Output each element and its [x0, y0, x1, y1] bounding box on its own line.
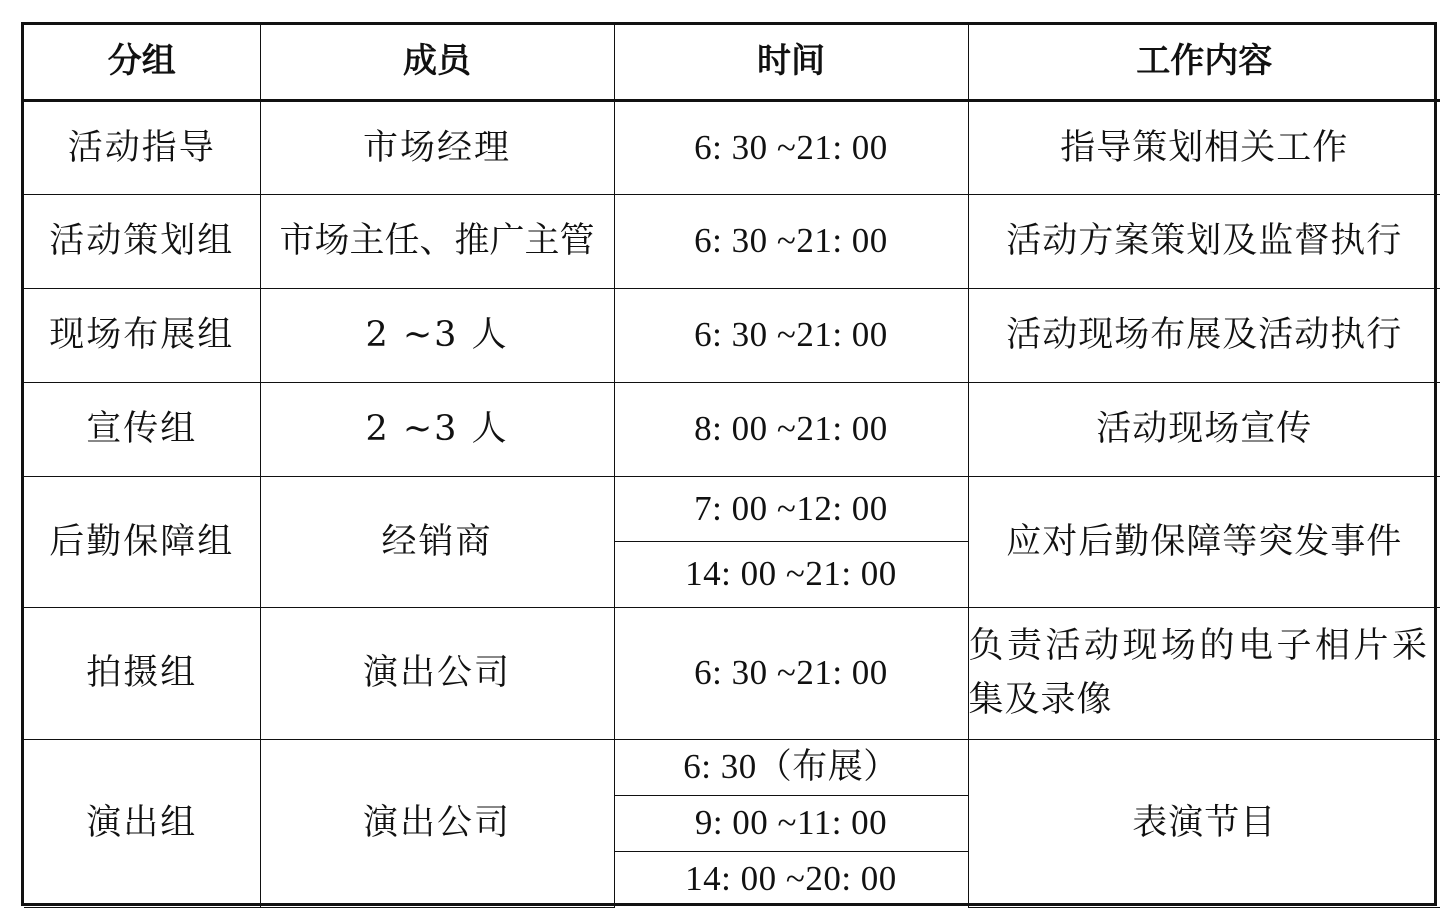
time-cell: 6: 30 ~21: 00: [614, 607, 968, 739]
members-cell: 市场经理: [260, 100, 614, 194]
members-cell: 2 ~3 人: [260, 288, 614, 382]
schedule-table-frame: [21, 22, 1437, 906]
tasks-cell: 应对后勤保障等突发事件: [968, 476, 1440, 607]
group-cell: 演出组: [24, 739, 260, 907]
table-row: [24, 100, 1440, 194]
time-cell: 14: 00 ~20: 00: [614, 851, 968, 907]
time-cell: 6: 30（布展）: [614, 739, 968, 795]
group-cell: 拍摄组: [24, 607, 260, 739]
group-cell: 活动策划组: [24, 194, 260, 288]
members-cell: 演出公司: [260, 739, 614, 907]
time-cell: 7: 00 ~12: 00: [614, 476, 968, 541]
members-cell: 2 ~3 人: [260, 382, 614, 476]
table-row: [24, 194, 1440, 288]
group-cell: 后勤保障组: [24, 476, 260, 607]
time-cell: 8: 00 ~21: 00: [614, 382, 968, 476]
group-cell: 活动指导: [24, 100, 260, 194]
table-row: [24, 476, 1440, 541]
tasks-cell: 指导策划相关工作: [968, 100, 1440, 194]
tasks-cell: 表演节目: [968, 739, 1440, 907]
group-cell: 现场布展组: [24, 288, 260, 382]
tasks-cell: 活动现场宣传: [968, 382, 1440, 476]
header-row: [24, 25, 1440, 100]
time-cell: 14: 00 ~21: 00: [614, 541, 968, 607]
tasks-cell: 活动现场布展及活动执行: [968, 288, 1440, 382]
table-row: [24, 382, 1440, 476]
tasks-cell: 活动方案策划及监督执行: [968, 194, 1440, 288]
header-tasks: 工作内容: [968, 25, 1440, 100]
tasks-cell: 负责活动现场的电子相片采集及录像: [968, 607, 1440, 739]
table-row: [24, 288, 1440, 382]
time-cell: 9: 00 ~11: 00: [614, 795, 968, 851]
members-cell: 市场主任、推广主管: [260, 194, 614, 288]
time-cell: 6: 30 ~21: 00: [614, 288, 968, 382]
members-cell: 演出公司: [260, 607, 614, 739]
table-row: [24, 739, 1440, 795]
schedule-table: [24, 25, 1440, 908]
group-cell: 宣传组: [24, 382, 260, 476]
members-cell: 经销商: [260, 476, 614, 607]
header-members: 成员: [260, 25, 614, 100]
table-row: [24, 607, 1440, 739]
header-group: 分组: [24, 25, 260, 100]
time-cell: 6: 30 ~21: 00: [614, 100, 968, 194]
time-cell: 6: 30 ~21: 00: [614, 194, 968, 288]
header-time: 时间: [614, 25, 968, 100]
